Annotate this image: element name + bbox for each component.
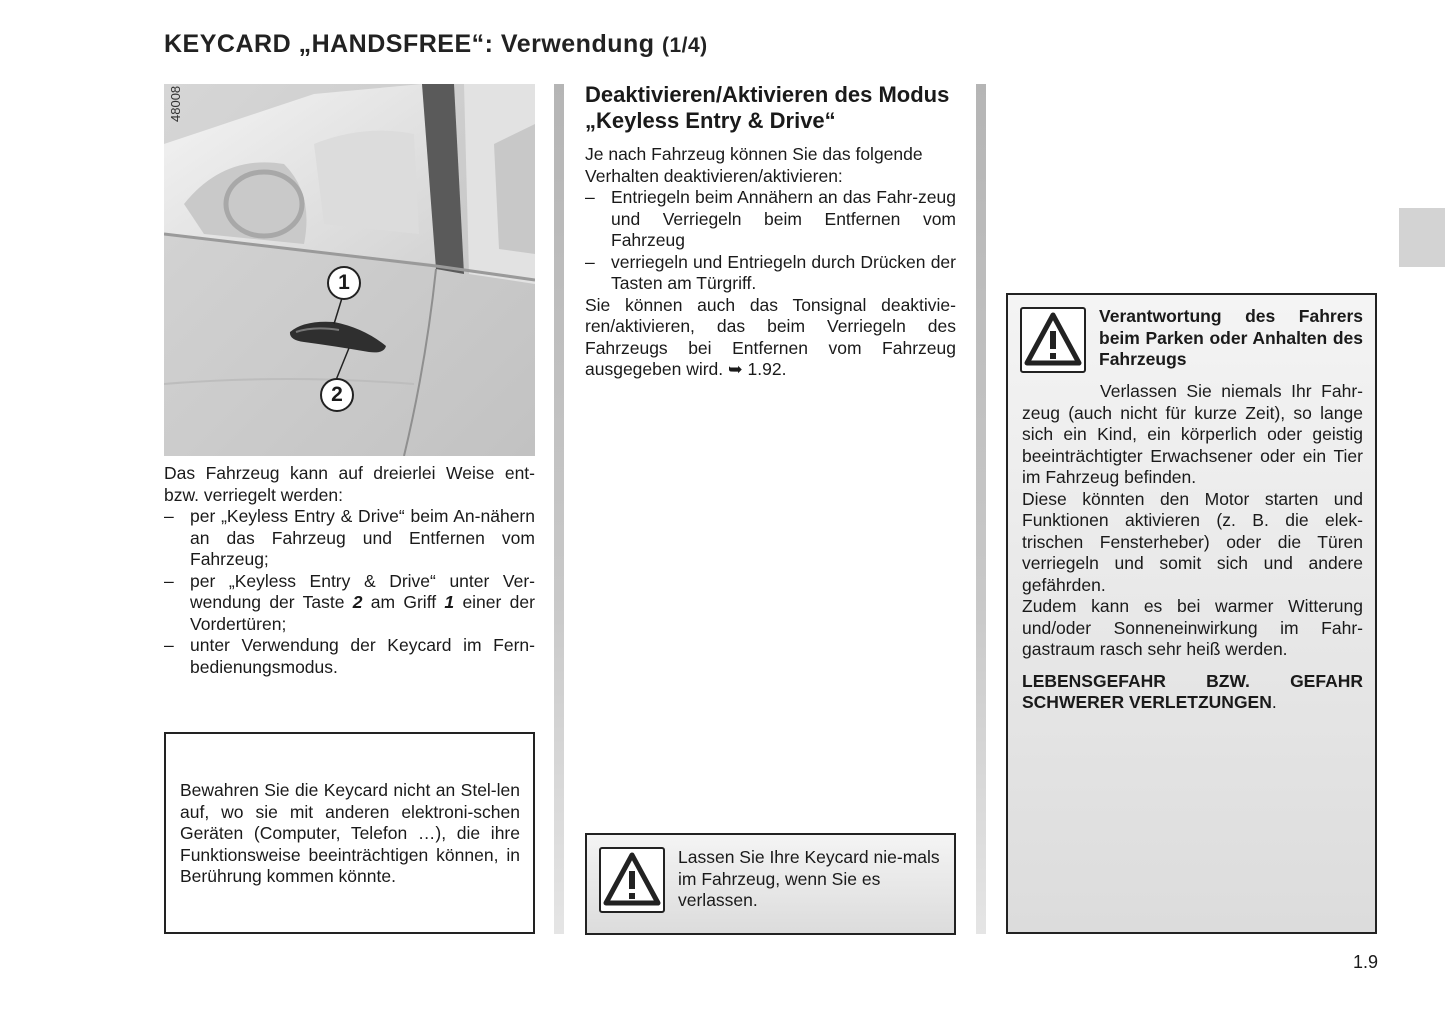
keycard-warning-box (585, 833, 956, 935)
col1-list-item-3: – unter Verwendung der Keycard im Fern-bedienungsmodus. (164, 635, 535, 678)
note-box (164, 732, 535, 934)
column-separator-1 (554, 84, 564, 934)
responsibility-p3: Zudem kann es bei warmer Witterung und/oder Sonneneinwirkung im Fahr-gastraum rasch sehr heiß werden. (1022, 596, 1363, 659)
warning-icon (1020, 307, 1086, 373)
car-door-illustration (164, 84, 535, 456)
col1-item2-post: einer der Vordertüren; (190, 592, 535, 634)
page-title (164, 30, 708, 59)
warning-icon (599, 847, 665, 913)
danger-text: LEBENSGEFAHR BZW. GEFAHR SCHWERER VERLETZUNGEN (1022, 670, 1363, 712)
col1-list-item-2 (164, 571, 535, 636)
col1-item2-pre: per „Keyless Entry & Drive“ unter Ver-wendung der Taste (190, 570, 535, 612)
keycard-warning-text: Lassen Sie Ihre Keycard nie-mals im Fahrzeug, wenn Sie es verlassen. (678, 847, 940, 910)
figure-code: 48008 (168, 85, 183, 122)
col1-item2-num-a: 2 (352, 592, 363, 612)
col2-list-item-1: – Entriegeln beim Annähern an das Fahr-zeug und Verriegeln beim Entfernen vom Fahrzeug (585, 187, 956, 252)
column-2-text (585, 82, 956, 381)
column-separator-2 (976, 84, 986, 934)
responsibility-p2: Diese könnten den Motor starten und Funktionen aktivieren (z. B. die elek-trischen Fensterheber) oder die Türen verriegeln und somit sich und andere gefährden. (1022, 488, 1363, 595)
responsibility-body (1022, 381, 1363, 714)
responsibility-heading: Verantwortung des Fahrers beim Parken oder Anhalten des Fahrzeugs (1099, 306, 1363, 369)
chapter-tab (1399, 208, 1445, 267)
col2-intro: Je nach Fahrzeug können Sie das folgende Verhalten deaktivieren/aktivieren: (585, 144, 923, 186)
driver-responsibility-box (1006, 293, 1377, 934)
callout-1: 1 (327, 266, 361, 300)
column-1-text (164, 463, 535, 678)
col1-intro: Das Fahrzeug kann auf dreierlei Weise ent-bzw. verriegelt werden: (164, 463, 535, 505)
danger-text-end: . (1271, 692, 1277, 712)
col2-paragraph: Sie können auch das Tonsignal deaktivie-ren/aktivieren, das beim Verriegeln des Fahrzeugs bei Entfernen vom Fahrzeug ausgegeben wird. ➥ 1.92. (585, 294, 956, 379)
col1-item2-num-b: 1 (444, 592, 455, 612)
note-text: Bewahren Sie die Keycard nicht an Stel-len auf, wo sie mit anderen elektroni-schen Geräten (Computer, Telefon …), die ihre Funktionsweise beeinträchtigen können, in Berührung kommen könnte. (180, 780, 520, 886)
page-title-main: KEYCARD „HANDSFREE“: Verwendung (164, 30, 655, 58)
col1-list-item-1: – per „Keyless Entry & Drive“ beim An-nähern an das Fahrzeug und Entfernen vom Fahrzeug; (164, 506, 535, 571)
callout-2: 2 (320, 378, 354, 412)
page-number: 1.9 (1352, 952, 1378, 972)
page-title-part: (1/4) (662, 34, 708, 57)
section-heading: Deaktivieren/Aktivieren des Modus „Keyless Entry & Drive“ (585, 82, 950, 133)
responsibility-p4 (1022, 671, 1363, 714)
responsibility-p1: Verlassen Sie niemals Ihr Fahr-zeug (auch nicht für kurze Zeit), so lange sich ein Kind, ein körperlich oder geistig beeinträchtigter Erwachsener oder ein Tier im Fahrzeug befinden. (1022, 381, 1363, 487)
col2-list-item-2: – verriegeln und Entriegeln durch Drücken der Tasten am Türgriff. (585, 252, 956, 295)
col1-item2-mid: am Griff (370, 592, 437, 612)
